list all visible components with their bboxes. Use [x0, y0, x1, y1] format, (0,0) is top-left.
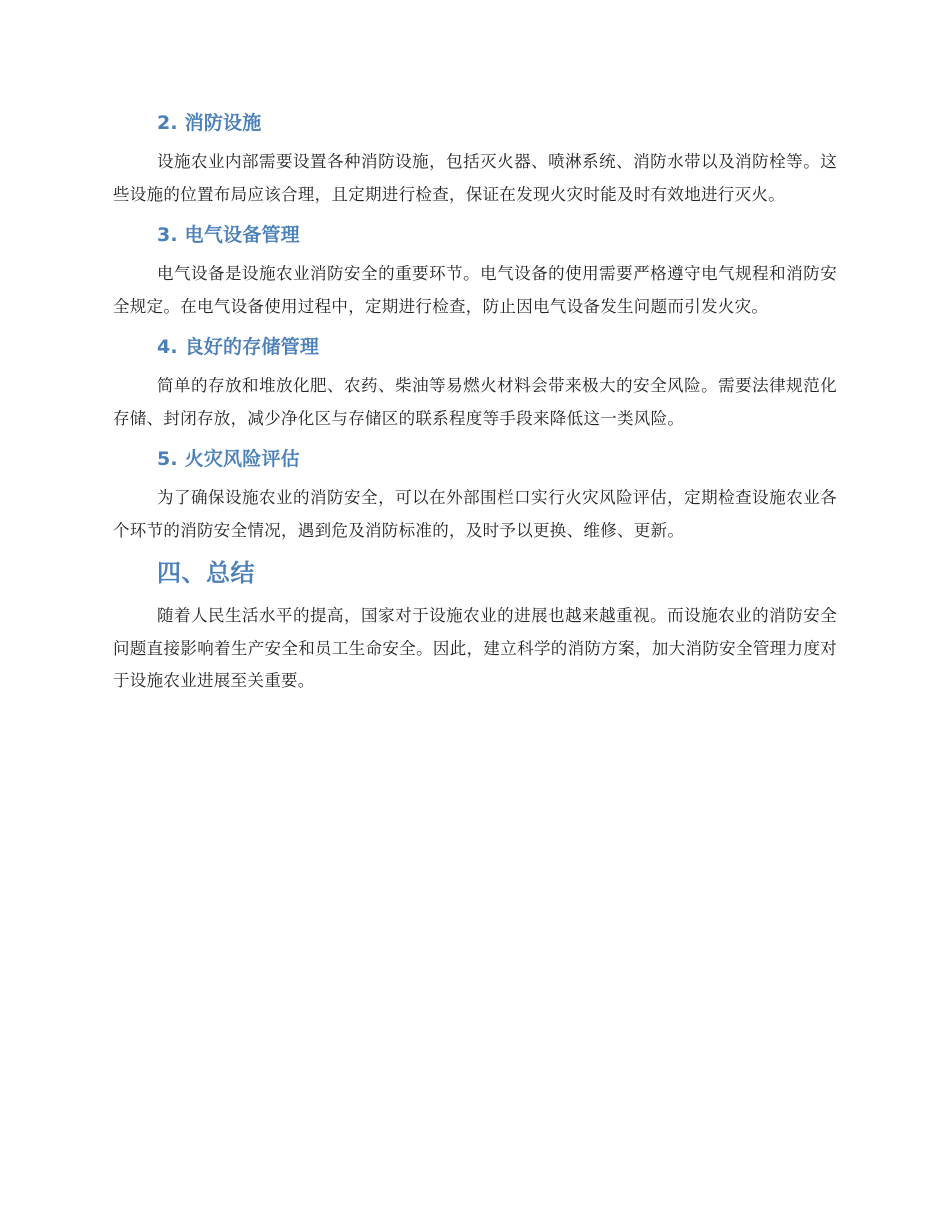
section-paragraph-storage-management: 简单的存放和堆放化肥、农药、柴油等易燃火材料会带来极大的安全风险。需要法律规范化存储、封闭存放，减少净化区与存储区的联系程度等手段来降低这一类风险。 [113, 376, 837, 428]
section-paragraph-electrical-equipment: 电气设备是设施农业消防安全的重要环节。电气设备的使用需要严格遵守电气规程和消防安全规定。在电气设备使用过程中，定期进行检查，防止因电气设备发生问题而引发火灾。 [113, 264, 837, 316]
summary-paragraph: 随着人民生活水平的提高，国家对于设施农业的进展也越来越重视。而设施农业的消防安全问题直接影响着生产安全和员工生命安全。因此，建立科学的消防方案，加大消防安全管理力度对于设施农业进展至关重要。 [113, 606, 837, 690]
section-paragraph-fire-risk-assessment: 为了确保设施农业的消防安全，可以在外部围栏口实行火灾风险评估，定期检查设施农业各个环节的消防安全情况，遇到危及消防标准的，及时予以更换、维修、更新。 [113, 488, 837, 540]
section-heading-storage-management: 4. 良好的存储管理 [157, 336, 320, 358]
section-heading-electrical-equipment: 3. 电气设备管理 [157, 224, 300, 246]
section-heading-fire-facilities: 2. 消防设施 [157, 112, 262, 134]
section-paragraph-fire-facilities: 设施农业内部需要设置各种消防设施，包括灭火器、喷淋系统、消防水带以及消防栓等。这些设施的位置布局应该合理，且定期进行检查，保证在发现火灾时能及时有效地进行灭火。 [113, 152, 837, 204]
document-page [113, 108, 837, 708]
summary-heading: 四、总结 [157, 559, 255, 587]
section-heading-fire-risk-assessment: 5. 火灾风险评估 [157, 448, 300, 470]
